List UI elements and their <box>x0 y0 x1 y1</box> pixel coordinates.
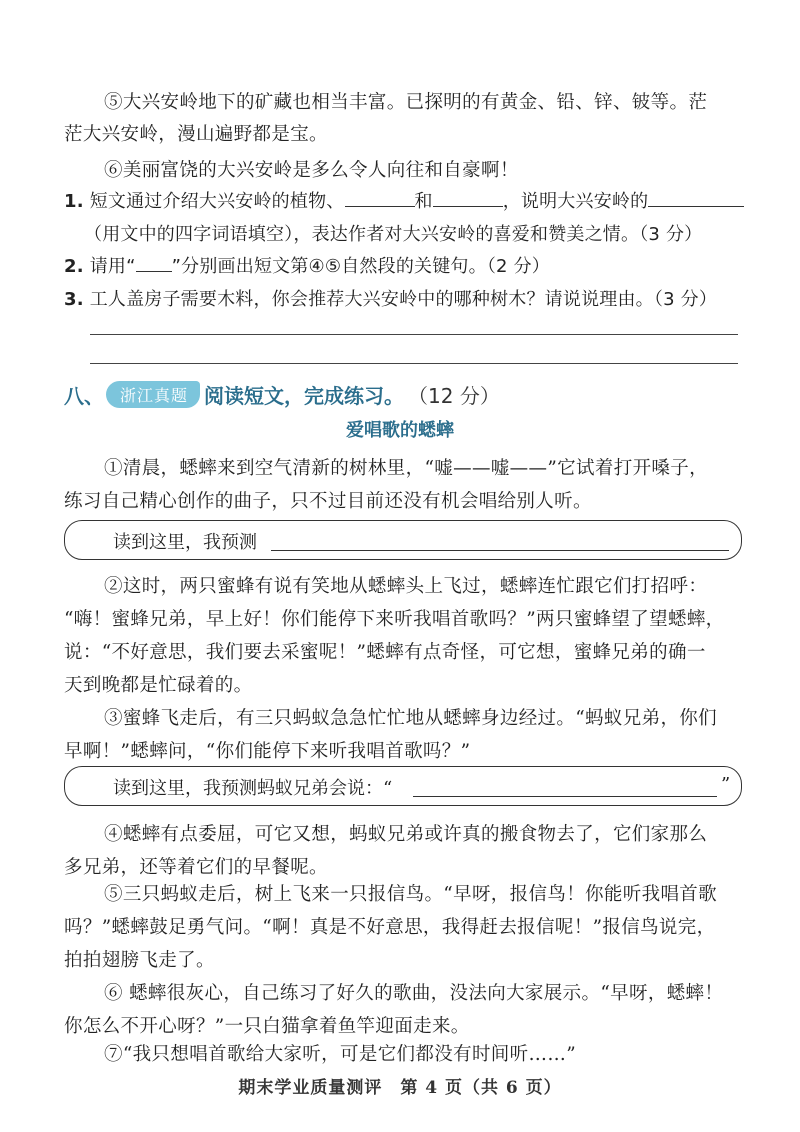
paragraph-6: ⑥美丽富饶的大兴安岭是多么令人向往和自豪啊！ <box>104 160 519 181</box>
story-p7-line-1: ⑦“我只想唱首歌给大家听，可是它们都没有时间听……” <box>104 1044 577 1065</box>
story-p2-line-1: ②这时，两只蜜蜂有说有笑地从蟋蟀头上飞过，蟋蟀连忙跟它们打招呼： <box>104 576 708 597</box>
question-2-number: 2. <box>64 256 84 277</box>
section-8-heading <box>64 378 500 410</box>
q3-answer-line-1[interactable] <box>90 333 738 335</box>
story-p6-line-2: 你怎么不开心呀？”一只白猫拿着鱼竿迎面走来。 <box>64 1016 470 1037</box>
story-p3-line-2: 早啊！”蟋蟀问，“你们能停下来听我唱首歌吗？” <box>64 741 471 762</box>
story-p2-line-2: “嗨！蜜蜂兄弟，早上好！你们能停下来听我唱首歌吗？”两只蜜蜂望了望蟋蟀， <box>64 609 725 630</box>
story-p4-line-2: 多兄弟，还等着它们的早餐呢。 <box>64 857 328 878</box>
story-p6-line-1: ⑥ 蟋蟀很灰心，自己练习了好久的歌曲，没法向大家展示。“早呀，蟋蟀！ <box>104 983 724 1004</box>
prediction-1-answer-line[interactable] <box>271 549 729 551</box>
prediction-2-close-quote: ” <box>721 774 731 795</box>
question-1 <box>64 187 744 217</box>
prediction-2-answer-line[interactable] <box>413 795 717 797</box>
q1-blank-2[interactable] <box>433 188 503 207</box>
q1-blank-3[interactable] <box>648 188 744 207</box>
question-1-number: 1. <box>64 191 84 212</box>
section-8-score: （12 分） <box>408 383 500 408</box>
question-3-number: 3. <box>64 289 84 310</box>
prediction-1-prompt: 读到这里，我预测 <box>113 532 257 553</box>
story-p5-line-3: 拍拍翅膀飞走了。 <box>64 950 215 971</box>
q2-underline-sample <box>136 253 172 272</box>
section-8-number: 八、 <box>64 383 104 408</box>
paragraph-5-line-2: 茫大兴安岭，漫山遍野都是宝。 <box>64 124 328 145</box>
section-8-title: 阅读短文，完成练习。 <box>204 383 405 408</box>
story-p2-line-4: 天到晚都是忙碌着的。 <box>64 675 253 696</box>
zhejiang-exam-badge: 浙江真题 <box>106 381 200 408</box>
question-1-text-a: 短文通过介绍大兴安岭的植物、 <box>89 191 345 212</box>
story-p4-line-1: ④蟋蟀有点委屈，可它又想，蚂蚁兄弟或许真的搬食物去了，它们家那么 <box>104 824 708 845</box>
q1-blank-1[interactable] <box>345 188 415 207</box>
story-p2-line-3: 说：“不好意思，我们要去采蜜呢！”蟋蟀有点奇怪，可它想，蜜蜂兄弟的确一 <box>64 642 706 663</box>
question-2-text-b: ”分别画出短文第④⑤自然段的关键句。（2 分） <box>171 256 550 277</box>
story-p3-line-1: ③蜜蜂飞走后，有三只蚂蚁急急忙忙地从蟋蟀身边经过。“蚂蚁兄弟，你们 <box>104 708 718 729</box>
story-p1-line-1: ①清晨，蟋蟀来到空气清新的树林里，“嘘——嘘——”它试着打开嗓子， <box>104 458 708 479</box>
question-1-text-b: 和 <box>414 191 433 212</box>
story-title: 爱唱歌的蟋蟀 <box>346 420 454 441</box>
question-3 <box>64 285 744 315</box>
story-p5-line-1: ⑤三只蚂蚁走后，树上飞来一只报信鸟。“早呀，报信鸟！你能听我唱首歌 <box>104 884 718 905</box>
page-footer: 期末学业质量测评 第 4 页（共 6 页） <box>238 1078 562 1098</box>
question-1-line-2: （用文中的四字词语填空），表达作者对大兴安岭的喜爱和赞美之情。（3 分） <box>84 224 703 245</box>
prediction-box-2 <box>64 766 742 806</box>
story-p5-line-2: 吗？”蟋蟀鼓足勇气问。“啊！真是不好意思，我得赶去报信呢！”报信鸟说完， <box>64 917 716 938</box>
question-3-text: 工人盖房子需要木料，你会推荐大兴安岭中的哪种树木？请说说理由。（3 分） <box>89 289 718 310</box>
prediction-box-1 <box>64 520 742 560</box>
paragraph-5-line-1: ⑤大兴安岭地下的矿藏也相当丰富。已探明的有黄金、铅、锌、铍等。茫 <box>104 92 708 113</box>
prediction-2-prompt: 读到这里，我预测蚂蚁兄弟会说：“ <box>113 778 393 799</box>
question-2-text-a: 请用“ <box>89 256 136 277</box>
q3-answer-line-2[interactable] <box>90 362 738 364</box>
question-2 <box>64 252 744 282</box>
story-p1-line-2: 练习自己精心创作的曲子，只不过目前还没有机会唱给别人听。 <box>64 491 592 512</box>
question-1-text-c: ，说明大兴安岭的 <box>502 191 649 212</box>
